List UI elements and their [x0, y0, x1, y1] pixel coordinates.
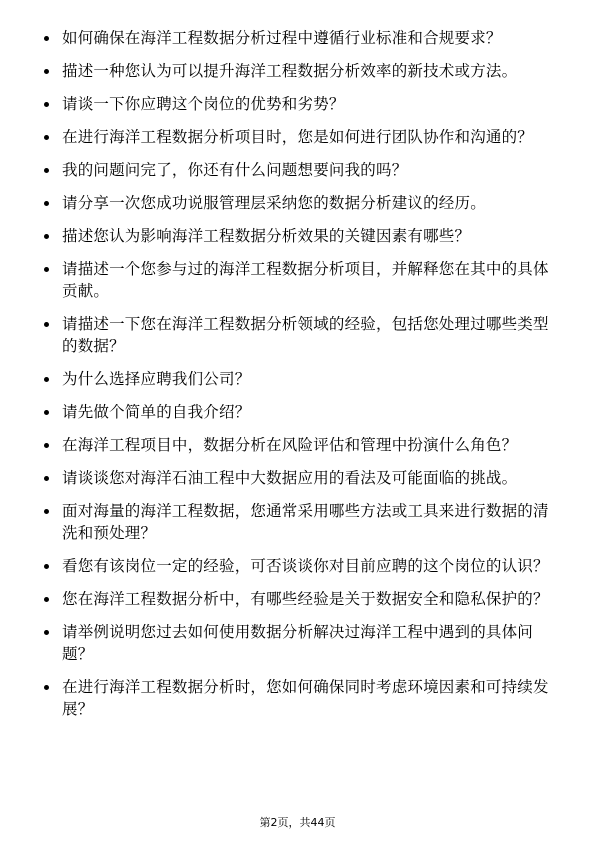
question-text: 请先做个简单的自我介绍？: [62, 403, 251, 421]
bullet-icon: [44, 597, 49, 602]
list-item: [44, 555, 559, 577]
bullet-icon: [44, 102, 49, 107]
question-text: 在进行海洋工程数据分析时，您如何确保同时考虑环境因素和可持续发展？: [62, 678, 549, 718]
list-item: [44, 192, 559, 214]
list-item: [44, 434, 559, 456]
question-text: 如何确保在海洋工程数据分析过程中遵循行业标准和合规要求？: [62, 29, 502, 47]
list-item: [44, 60, 559, 82]
question-text: 您在海洋工程数据分析中，有哪些经验是关于数据安全和隐私保护的？: [62, 590, 549, 608]
bullet-icon: [44, 36, 49, 41]
question-text: 请举例说明您过去如何使用数据分析解决过海洋工程中遇到的具体问题？: [62, 623, 534, 663]
question-text: 为什么选择应聘我们公司？: [62, 370, 251, 388]
bullet-icon: [44, 135, 49, 140]
question-text: 请描述一个您参与过的海洋工程数据分析项目，并解释您在其中的具体贡献。: [62, 260, 549, 300]
question-text: 在海洋工程项目中，数据分析在风险评估和管理中扮演什么角色？: [62, 436, 518, 454]
list-item: [44, 93, 559, 115]
question-text: 描述一种您认为可以提升海洋工程数据分析效率的新技术或方法。: [62, 62, 518, 80]
question-text: 请分享一次您成功说服管理层采纳您的数据分析建议的经历。: [62, 194, 486, 212]
bullet-icon: [44, 69, 49, 74]
question-list: [44, 27, 559, 731]
list-item: [44, 588, 559, 610]
question-text: 面对海量的海洋工程数据，您通常采用哪些方法或工具来进行数据的清洗和预处理？: [62, 502, 549, 542]
list-item: [44, 676, 559, 720]
list-item: [44, 258, 559, 302]
question-text: 我的问题问完了，你还有什么问题想要问我的吗？: [62, 161, 408, 179]
bullet-icon: [44, 476, 49, 481]
bullet-icon: [44, 509, 49, 514]
list-item: [44, 313, 559, 357]
bullet-icon: [44, 410, 49, 415]
bullet-icon: [44, 377, 49, 382]
bullet-icon: [44, 685, 49, 690]
page-number-footer: 第2页，共44页: [259, 816, 336, 829]
list-item: [44, 621, 559, 665]
bullet-icon: [44, 564, 49, 569]
bullet-icon: [44, 267, 49, 272]
list-item: [44, 225, 559, 247]
list-item: [44, 368, 559, 390]
question-text: 在进行海洋工程数据分析项目时，您是如何进行团队协作和沟通的？: [62, 128, 534, 146]
list-item: [44, 126, 559, 148]
list-item: [44, 500, 559, 544]
list-item: [44, 401, 559, 423]
list-item: [44, 467, 559, 489]
bullet-icon: [44, 201, 49, 206]
bullet-icon: [44, 168, 49, 173]
question-text: 请谈一下你应聘这个岗位的优势和劣势？: [62, 95, 345, 113]
question-text: 看您有该岗位一定的经验，可否谈谈你对目前应聘的这个岗位的认识？: [62, 557, 549, 575]
list-item: [44, 159, 559, 181]
bullet-icon: [44, 234, 49, 239]
question-text: 请描述一下您在海洋工程数据分析领域的经验，包括您处理过哪些类型的数据？: [62, 315, 549, 355]
question-text: 请谈谈您对海洋石油工程中大数据应用的看法及可能面临的挑战。: [62, 469, 518, 487]
bullet-icon: [44, 443, 49, 448]
bullet-icon: [44, 630, 49, 635]
list-item: [44, 27, 559, 49]
question-text: 描述您认为影响海洋工程数据分析效果的关键因素有哪些？: [62, 227, 471, 245]
bullet-icon: [44, 322, 49, 327]
